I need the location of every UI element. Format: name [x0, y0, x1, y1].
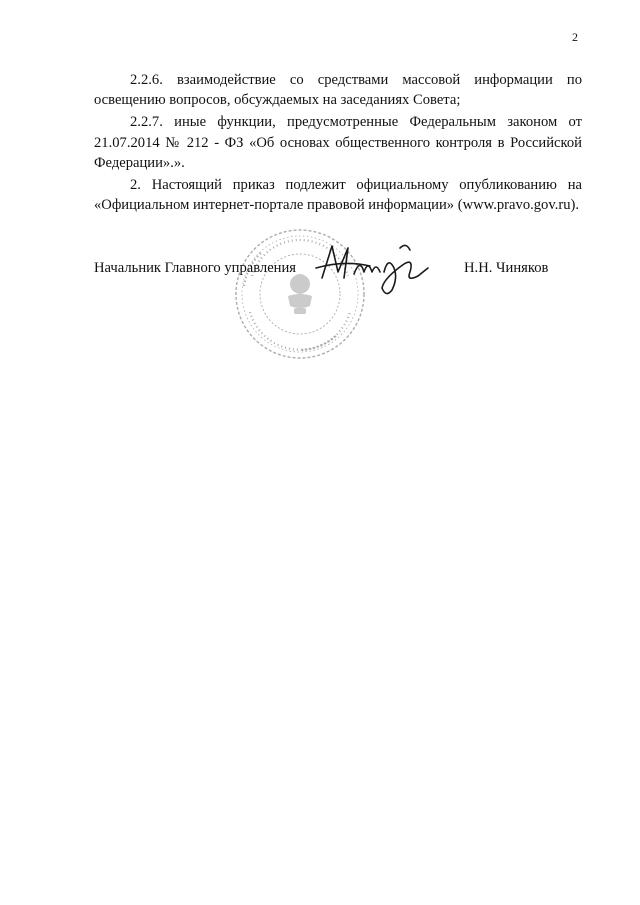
paragraph-2-2-7: 2.2.7. иные функции, предусмотренные Федеральным законом от 21.07.2014 № 212 - ФЗ «Об основах общественного контроля в Российской Федерации».». [94, 114, 582, 171]
paragraph-2: 2. Настоящий приказ подлежит официальному опубликованию на «Официальном интернет-портале правовой информации» (www.pravo.gov.ru). [94, 177, 582, 214]
document-body [94, 70, 582, 217]
signature-line [94, 260, 582, 284]
signatory-name: Н.Н. Чиняков [464, 260, 549, 276]
paragraph-2-2-6: 2.2.6. взаимодействие со средствами массовой информации по освещению вопросов, обсуждаемых на заседаниях Совета; [94, 72, 582, 109]
page-number: 2 [572, 30, 578, 44]
signatory-position: Начальник Главного управления [94, 260, 297, 276]
